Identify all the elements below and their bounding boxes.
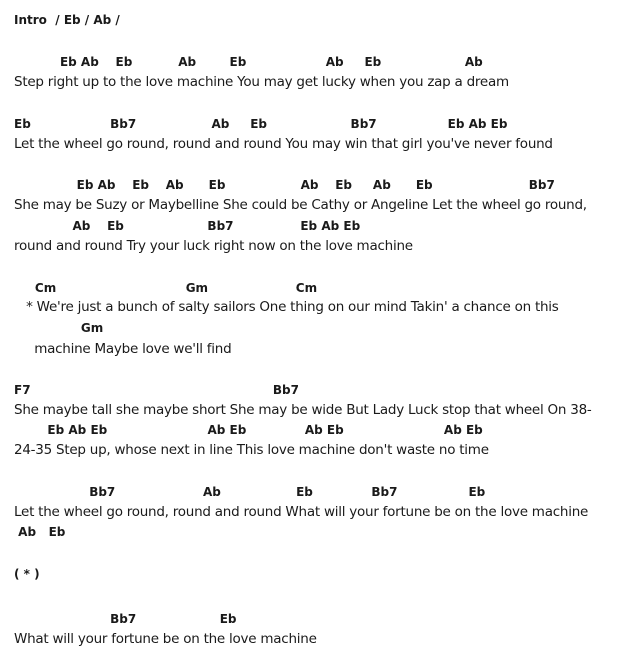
repeat-marker: ( * )	[14, 567, 40, 581]
chord-line: Eb Ab Eb Ab Eb Ab Eb Ab	[14, 55, 483, 69]
lyric-line: * We're just a bunch of salty sailors One thing on our mind Takin' a chance on this	[14, 299, 559, 315]
lyric-line: Let the wheel go round, round and round You may win that girl you've never found	[14, 136, 553, 152]
lyric-line: Step right up to the love machine You may get lucky when you zap a dream	[14, 74, 509, 90]
lyric-line: She maybe tall she maybe short She may be wide But Lady Luck stop that wheel On 38-	[14, 402, 592, 418]
lyric-line: round and round Try your luck right now on the love machine	[14, 238, 413, 254]
intro-line: Intro / Eb / Ab /	[14, 13, 120, 27]
chord-line: Gm	[14, 321, 104, 335]
lyric-line: machine Maybe love we'll find	[14, 341, 232, 357]
chord-line: Eb Ab Eb Ab Eb Ab Eb Ab Eb	[14, 423, 483, 437]
chord-line: Ab Eb	[14, 525, 66, 539]
chord-line: Cm Gm Cm	[14, 281, 318, 295]
chord-line: Bb7 Ab Eb Bb7 Eb	[14, 485, 486, 499]
lyric-line: What will your fortune be on the love machine	[14, 631, 317, 647]
lyric-line: Let the wheel go round, round and round What will your fortune be on the love machine	[14, 504, 589, 520]
lyric-line: 24-35 Step up, whose next in line This love machine don't waste no time	[14, 442, 489, 458]
chord-line: Bb7 Eb	[14, 612, 237, 626]
chord-line: Eb Bb7 Ab Eb Bb7 Eb Ab Eb	[14, 117, 508, 131]
chord-line: Eb Ab Eb Ab Eb Ab Eb Ab Eb Bb7	[14, 178, 555, 192]
chord-line: Ab Eb Bb7 Eb Ab Eb	[14, 219, 361, 233]
chord-line: F7 Bb7	[14, 383, 299, 397]
lyric-line: She may be Suzy or Maybelline She could be Cathy or Angeline Let the wheel go round,	[14, 197, 587, 213]
